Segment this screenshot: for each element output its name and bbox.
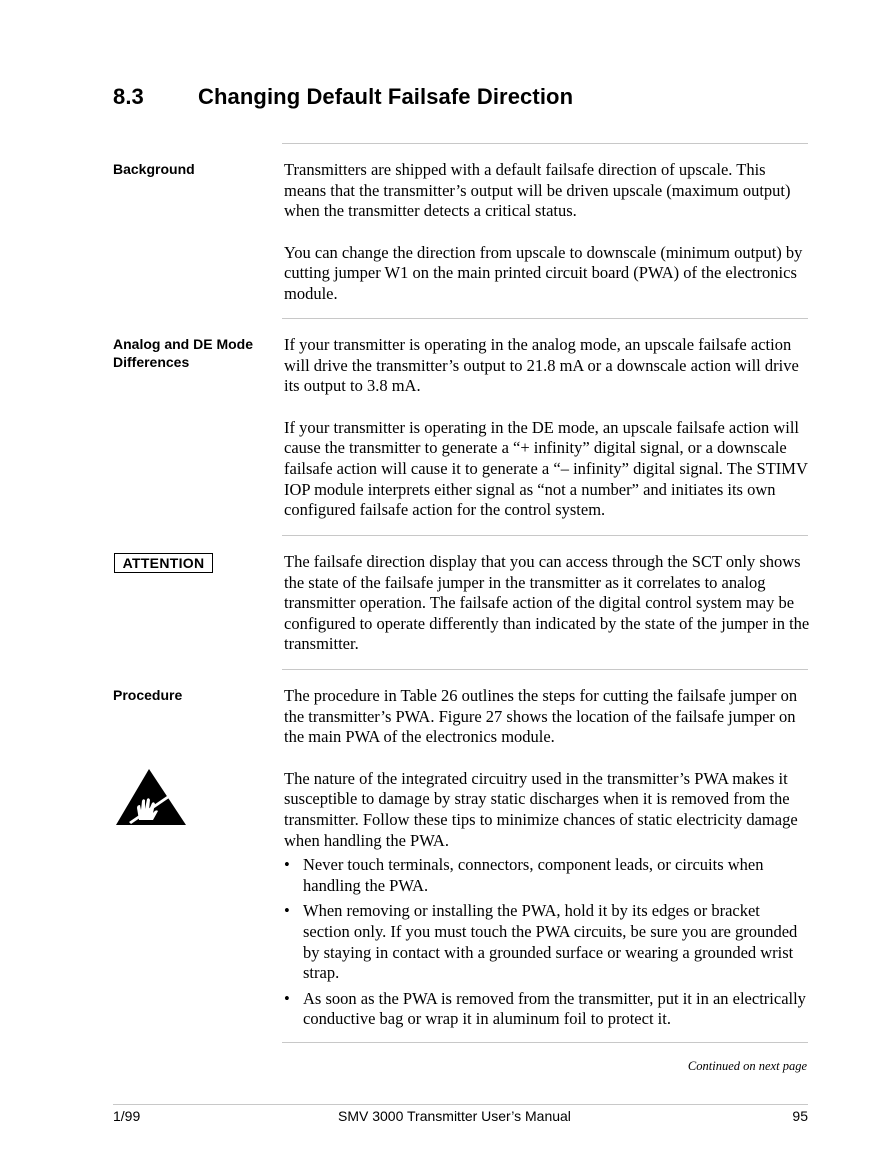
analog-de-text	[284, 335, 810, 521]
analog-de-paragraph-1: If your transmitter is operating in the analog mode, an upscale failsafe action will drive the transmitter’s output to 21.8 mA or a downscale action will drive its output to 3.8 mA.	[284, 335, 799, 396]
section-number: 8.3	[113, 84, 144, 109]
divider	[282, 669, 808, 670]
continued-note: Continued on next page	[687, 1059, 807, 1073]
analog-de-label: Analog and DE Mode Differences	[113, 336, 253, 370]
analog-de-paragraph-2: If your transmitter is operating in the DE mode, an upscale failsafe action will cause the transmitter to generate a “+ infinity” digital signal, or a downscale failsafe action will cause it to generate a “– infinity” digital signal. The STIMV IOP module interprets either signal as “not a number” and initiates its own configured failsafe action for the control system.	[284, 417, 808, 520]
attention-badge: ATTENTION	[114, 553, 213, 573]
background-paragraph-2: You can change the direction from upscale to downscale (minimum output) by cutting jumper W1 on the main printed circuit board (PWA) of the electronics module.	[284, 242, 803, 303]
procedure-paragraph-1: The procedure in Table 26 outlines the steps for cutting the failsafe jumper on the transmitter’s PWA. Figure 27 shows the location of the failsafe jumper on the main PWA of the electronics module.	[284, 686, 798, 747]
divider	[282, 143, 808, 144]
footer-divider	[113, 1104, 808, 1105]
attention-paragraph: The failsafe direction display that you can access through the SCT only shows the state of the failsafe jumper in the transmitter as it correlates to analog transmitter operation. The failsafe action of the digital control system may be configured to operate differently than indicated by the state of the jumper in the transmitter.	[284, 552, 810, 654]
footer-title: SMV 3000 Transmitter User’s Manual	[338, 1108, 571, 1124]
bullet-text: Never touch terminals, connectors, component leads, or circuits when handling the PWA.	[303, 855, 764, 895]
list-item	[284, 901, 810, 983]
procedure-bullet-list	[284, 855, 810, 1030]
bullet-marker: •	[284, 855, 290, 875]
background-paragraph-1: Transmitters are shipped with a default failsafe direction of upscale. This means that the transmitter’s output will be driven upscale (maximum output) when the transmitter detects a critical status.	[284, 160, 791, 221]
section-heading	[113, 84, 573, 110]
divider	[282, 318, 808, 319]
section-title: Changing Default Failsafe Direction	[198, 84, 574, 109]
divider	[282, 1042, 808, 1043]
list-item	[284, 855, 810, 896]
procedure-text	[284, 686, 810, 1035]
esd-warning-icon	[115, 768, 187, 826]
background-label: Background	[113, 161, 195, 177]
divider	[282, 535, 808, 536]
page-number: 95	[792, 1108, 808, 1124]
bullet-text: When removing or installing the PWA, hold it by its edges or bracket section only. If you must touch the PWA circuits, be sure you are grounded by staying in contact with a grounded surface or wearing a grounded wrist strap.	[303, 901, 798, 983]
procedure-label: Procedure	[113, 687, 183, 703]
bullet-marker: •	[284, 988, 290, 1008]
bullet-marker: •	[284, 901, 290, 921]
footer-date: 1/99	[113, 1108, 141, 1124]
list-item	[284, 989, 810, 1030]
background-text	[284, 160, 810, 305]
procedure-paragraph-2: The nature of the integrated circuitry used in the transmitter’s PWA makes it susceptible to damage by stray static discharges when it is removed from the transmitter. Follow these tips to minimize chances of static electricity damage when handling the PWA.	[284, 768, 798, 850]
attention-text	[284, 552, 810, 655]
bullet-text: As soon as the PWA is removed from the transmitter, put it in an electrically conductive bag or wrap it in aluminum foil to protect it.	[303, 988, 806, 1029]
